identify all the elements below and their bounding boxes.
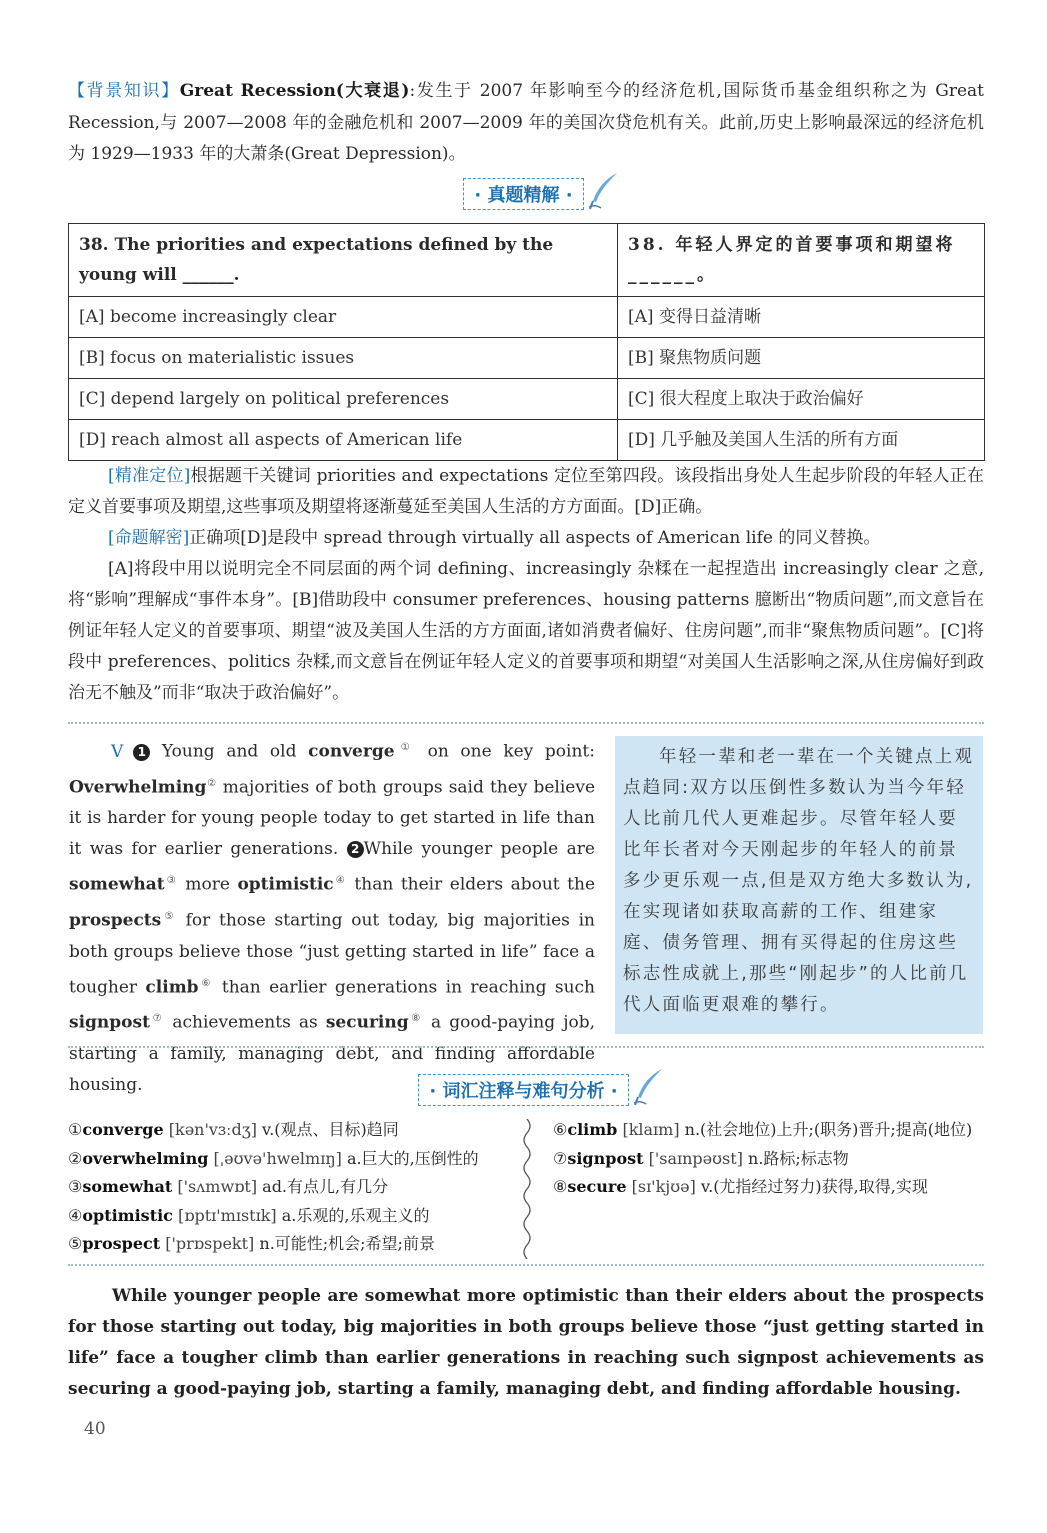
vocab-num: ⑤ xyxy=(68,1234,83,1253)
divider xyxy=(68,1046,984,1048)
passage-text: majorities of both groups said they believe it is harder for young people today to get started in life than it was for earlier generations. xyxy=(69,777,596,860)
vocab-entry xyxy=(553,1116,985,1145)
squiggle-divider xyxy=(519,1119,535,1259)
answer-analysis xyxy=(68,461,984,709)
background-knowledge xyxy=(68,76,984,171)
analysis-locate xyxy=(68,461,984,523)
note-marker: ⑧ xyxy=(408,1013,423,1025)
vocab-word: signpost xyxy=(69,1012,150,1033)
quill-icon xyxy=(587,171,621,211)
vocab-definition: ad.有点儿,有几分 xyxy=(257,1177,389,1196)
vocab-definition: a.巨大的,压倒性的 xyxy=(341,1148,479,1168)
sentence-number-2: 2 xyxy=(347,841,364,858)
option-a-cn: [A] 变得日益清晰 xyxy=(618,297,985,338)
vocab-num: ⑧ xyxy=(553,1177,568,1196)
vocab-entry xyxy=(68,1145,508,1174)
vocab-headword: optimistic xyxy=(82,1205,173,1225)
vocab-word: securing xyxy=(325,1012,409,1033)
vocab-phonetic: [sɪ'kjʊə] xyxy=(631,1177,696,1196)
section-title-text: · 真题精解 · xyxy=(474,185,573,206)
vocab-num: ⑥ xyxy=(553,1120,568,1139)
option-d-en: [D] reach almost all aspects of American life xyxy=(69,420,618,461)
vocab-word: Overwhelming xyxy=(69,777,207,798)
section-title-box xyxy=(463,178,583,210)
vocab-list-left xyxy=(68,1116,508,1259)
vocab-num: ① xyxy=(68,1120,83,1139)
option-a-en: [A] become increasingly clear xyxy=(69,297,618,338)
vocab-phonetic: ['saɪnpəʊst] xyxy=(648,1148,743,1168)
vocab-entry xyxy=(68,1230,508,1259)
vocab-entry xyxy=(68,1202,508,1231)
vocab-num: ④ xyxy=(68,1205,83,1225)
passage-text: than their elders about the xyxy=(346,874,596,895)
option-b-en: [B] focus on materialistic issues xyxy=(69,338,618,379)
vocab-headword: somewhat xyxy=(82,1177,173,1196)
vocab-word: somewhat xyxy=(69,874,165,895)
difficult-sentence: While younger people are somewhat more optimistic than their elders about the prospects for those starting out today, big majorities in both groups believe those “just getting started in life” face a tougher climb than earlier generations in reaching such signpost achievements as securing a good-paying job, starting a family, managing debt, and finding affordable housing. xyxy=(68,1286,984,1399)
note-marker: ① xyxy=(394,742,416,753)
passage-text: on one key point: xyxy=(415,741,595,762)
section-title-vocab xyxy=(0,1074,1047,1106)
note-marker: ⑦ xyxy=(149,1013,165,1025)
vocab-headword: signpost xyxy=(567,1148,644,1168)
note-marker: ④ xyxy=(333,875,347,887)
note-marker: ③ xyxy=(164,875,178,887)
background-term: Great Recession(大衰退) xyxy=(179,81,410,101)
question-table xyxy=(68,223,985,461)
vocab-entry xyxy=(68,1116,508,1145)
vocab-phonetic: [ɒptɪ'mɪstɪk] xyxy=(178,1205,277,1225)
vocab-headword: converge xyxy=(82,1120,164,1139)
vocab-phonetic: ['sʌmwɒt] xyxy=(177,1177,258,1196)
section-title-text: · 词汇注释与难句分析 · xyxy=(429,1081,618,1102)
section-title-exam xyxy=(0,178,1047,210)
quill-icon xyxy=(632,1067,666,1107)
translation-text: 年轻一辈和老一辈在一个关键点上观点趋同:双方以压倒性多数认为当今年轻人比前几代人更难起步。尽管年轻人要比年长者对今天刚起步的年轻人的前景多少更乐观一点,但是双方绝大多数认为,在实现诸如获取高薪的工作、组建家庭、债务管理、拥有买得起的住房这些标志性成就上,那些“刚起步”的人比前几代人面临更艰难的攀行。 xyxy=(623,747,975,1015)
vocab-definition: n.可能性;机会;希望;前景 xyxy=(254,1234,435,1253)
vocab-phonetic: [kən'vɜːdʒ] xyxy=(168,1120,257,1139)
vocab-headword: secure xyxy=(567,1177,627,1196)
vocab-word: converge xyxy=(308,741,395,762)
vocab-headword: overwhelming xyxy=(82,1148,209,1168)
option-b-cn: [B] 聚焦物质问题 xyxy=(618,338,985,379)
analysis-locate-tag: [精准定位] xyxy=(108,466,191,486)
vocab-word: prospects xyxy=(69,910,162,931)
divider xyxy=(68,1264,984,1266)
analysis-locate-text: 根据题干关键词 priorities and expectations 定位至第四段。该段指出身处人生起步阶段的年轻人正在定义首要事项及期望,这些事项及期望将逐渐蔓延至美国人生活的方方面面。[D]正确。 xyxy=(68,466,984,517)
option-d-cn: [D] 几乎触及美国人生活的所有方面 xyxy=(618,420,985,461)
note-marker: ② xyxy=(206,777,217,789)
vocab-definition: n.路标;标志物 xyxy=(742,1148,849,1168)
analysis-decode xyxy=(68,523,984,554)
question-stem-cn: 38. 年轻人界定的首要事项和期望将______。 xyxy=(618,224,985,297)
divider xyxy=(68,722,984,724)
vocab-num: ② xyxy=(68,1148,83,1168)
vocab-definition: n.(社会地位)上升;(职务)晋升;提高(地位) xyxy=(679,1120,973,1139)
analysis-distractors: [A]将段中用以说明完全不同层面的两个词 defining、increasingly 杂糅在一起捏造出 increasingly clear 之意,将“影响”理解成“事件本身”。[B]借助段中 consumer preferences、housing patterns 臆断出“物质问题”,而文意旨在例证年轻人定义的首要事项、期望“波及美国人生活的方方面面,诸如消费者偏好、住房问题”,而非“聚焦物质问题”。[C]将段中 preferences、politics 杂糅,而文意旨在例证年轻人定义的首要事项和期望“对美国人生活影响之深,从住房偏好到政治无不触及”而非“取决于政治偏好”。 xyxy=(68,559,984,703)
vocab-headword: prospect xyxy=(82,1234,161,1253)
vocab-num: ③ xyxy=(68,1177,83,1196)
section-number: V xyxy=(111,741,124,762)
passage-text: Young and old xyxy=(161,741,309,762)
page-number: 40 xyxy=(84,1419,106,1439)
note-marker: ⑤ xyxy=(161,910,177,922)
passage-text: for those starting out today, big majorities in both groups believe those “just getting started in life” face a tougher xyxy=(69,910,595,998)
vocab-entry xyxy=(553,1173,985,1202)
background-tag: 【背景知识】 xyxy=(68,81,180,101)
vocab-definition: v.(观点、目标)趋同 xyxy=(256,1120,399,1139)
note-marker: ⑥ xyxy=(198,977,214,989)
analysis-decode-tag: [命题解密] xyxy=(108,528,190,548)
vocab-word: climb xyxy=(145,977,199,998)
vocab-num: ⑦ xyxy=(553,1148,568,1168)
option-c-cn: [C] 很大程度上取决于政治偏好 xyxy=(618,379,985,420)
sentence-number-1: 1 xyxy=(133,744,150,761)
passage-text: achievements as xyxy=(164,1012,326,1033)
vocab-headword: climb xyxy=(567,1120,618,1139)
vocab-word: optimistic xyxy=(237,874,334,895)
vocab-list-right xyxy=(553,1116,985,1202)
vocab-definition: v.(尤指经过努力)获得,取得,实现 xyxy=(695,1177,928,1196)
question-stem-en: 38. The priorities and expectations defined by the young will ______. xyxy=(69,224,618,297)
vocab-entry xyxy=(68,1173,508,1202)
translation-box xyxy=(615,736,983,1034)
vocab-entry xyxy=(553,1145,985,1174)
analysis-decode-text: 正确项[D]是段中 spread through virtually all aspects of American life 的同义替换。 xyxy=(189,528,881,548)
background-text: :发生于 2007 年影响至今的经济危机,国际货币基金组织称之为 Great Recession,与 2007—2008 年的金融危机和 2007—2009 年的美国次贷危机有关。此前,历史上影响最深远的经济危机为 1929—1933 年的大萧条(Great Depression)。 xyxy=(68,81,985,164)
vocab-phonetic: ['prɒspekt] xyxy=(165,1234,255,1253)
passage-text: While younger people are xyxy=(363,839,595,860)
section-title-box xyxy=(418,1074,628,1106)
option-c-en: [C] depend largely on political preferences xyxy=(69,379,618,420)
vocab-phonetic: [ˌəʊvə'hwelmɪŋ] xyxy=(213,1148,342,1168)
vocab-definition: a.乐观的,乐观主义的 xyxy=(276,1205,430,1225)
passage-text: more xyxy=(177,874,238,895)
passage-text: a good-paying job, starting a family, managing debt, and finding affordable housing. xyxy=(69,1012,595,1095)
passage-text: than earlier generations in reaching such xyxy=(213,977,596,998)
vocab-phonetic: [klaɪm] xyxy=(622,1120,680,1139)
